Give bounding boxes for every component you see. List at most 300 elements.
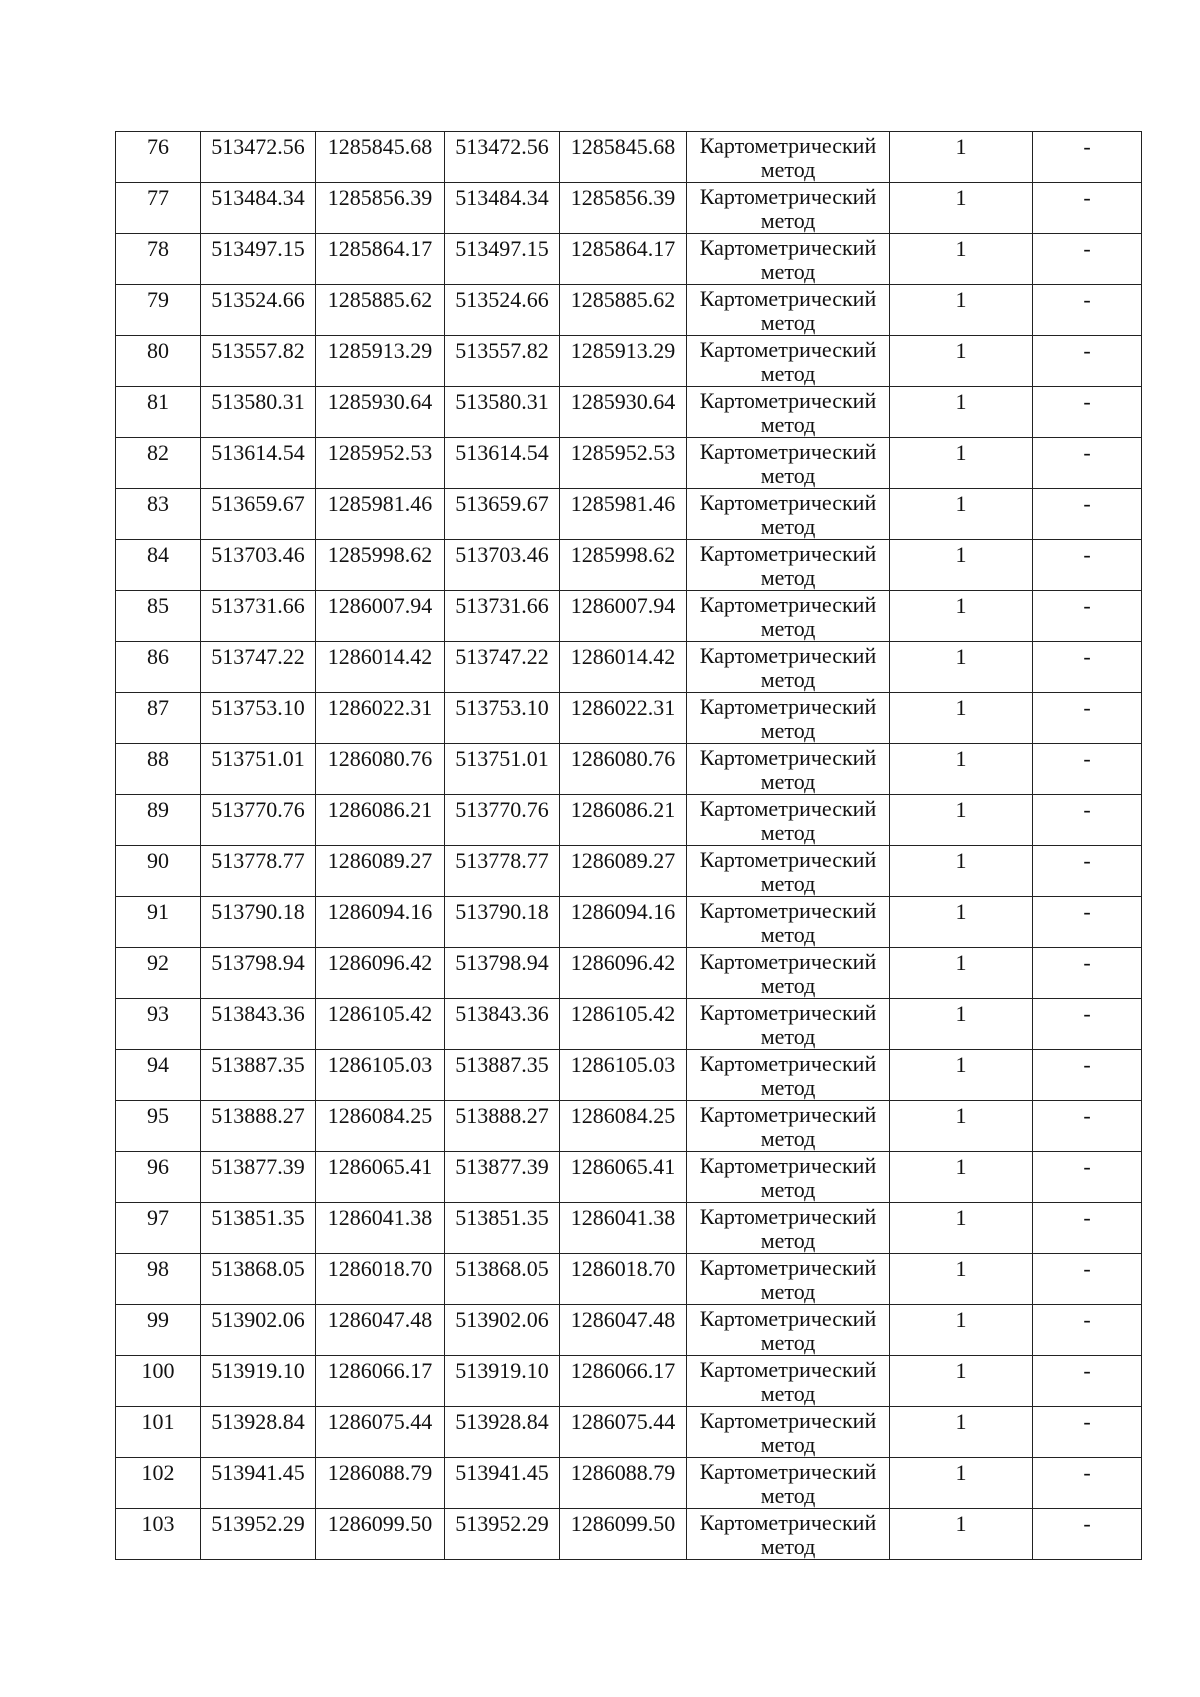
accuracy-cell-text: 1	[955, 1001, 967, 1026]
existing-x-cell-text: 513877.39	[211, 1154, 305, 1179]
note-cell-text: -	[1083, 1103, 1091, 1128]
refined-x-cell-text: 513497.15	[455, 236, 549, 261]
existing-y-cell	[316, 999, 445, 1050]
table-row	[116, 1101, 1142, 1152]
note-cell-text: -	[1083, 440, 1091, 465]
note-cell	[1033, 948, 1142, 999]
method-text-line2: метод	[760, 820, 816, 845]
method-text-line1: Картометрический	[699, 286, 877, 311]
accuracy-cell-text: 1	[955, 746, 967, 771]
method-text-line2: метод	[760, 1228, 816, 1253]
existing-x-cell	[201, 897, 316, 948]
note-cell-text: -	[1083, 1052, 1091, 1077]
existing-y-cell-text: 1286041.38	[327, 1205, 433, 1230]
accuracy-cell-text: 1	[955, 1460, 967, 1485]
point-number-cell-text: 100	[141, 1358, 175, 1383]
refined-y-cell-text: 1286047.48	[570, 1307, 676, 1332]
accuracy-cell	[890, 1152, 1033, 1203]
method-text-line1: Картометрический	[699, 184, 877, 209]
existing-x-cell-text: 513703.46	[211, 542, 305, 567]
refined-x-cell-text: 513843.36	[455, 1001, 549, 1026]
existing-x-cell-text: 513484.34	[211, 185, 305, 210]
note-cell	[1033, 285, 1142, 336]
method-text-line2: метод	[760, 667, 816, 692]
refined-y-cell	[560, 336, 687, 387]
method-text-line2: метод	[760, 922, 816, 947]
existing-x-cell	[201, 1356, 316, 1407]
refined-y-cell	[560, 1152, 687, 1203]
accuracy-cell	[890, 1509, 1033, 1560]
refined-x-cell	[445, 1203, 560, 1254]
existing-x-cell-text: 513751.01	[211, 746, 305, 771]
existing-y-cell	[316, 1305, 445, 1356]
method-text-line1: Картометрический	[699, 235, 877, 260]
refined-x-cell	[445, 948, 560, 999]
method-text-line1: Картометрический	[699, 541, 877, 566]
refined-x-cell	[445, 999, 560, 1050]
refined-y-cell-text: 1286088.79	[570, 1460, 676, 1485]
method-text-line1: Картометрический	[699, 694, 877, 719]
refined-x-cell	[445, 183, 560, 234]
accuracy-cell-text: 1	[955, 899, 967, 924]
refined-x-cell	[445, 1356, 560, 1407]
note-cell-text: -	[1083, 542, 1091, 567]
accuracy-cell-text: 1	[955, 389, 967, 414]
refined-y-cell-text: 1286080.76	[570, 746, 676, 771]
accuracy-cell	[890, 1050, 1033, 1101]
refined-x-cell-text: 513770.76	[455, 797, 549, 822]
method-cell	[687, 540, 890, 591]
existing-y-cell	[316, 948, 445, 999]
existing-x-cell	[201, 999, 316, 1050]
method-text-line1: Картометрический	[699, 643, 877, 668]
accuracy-cell-text: 1	[955, 848, 967, 873]
existing-y-cell-text: 1286047.48	[327, 1307, 433, 1332]
existing-y-cell	[316, 489, 445, 540]
method-text-line2: метод	[760, 769, 816, 794]
refined-y-cell-text: 1286022.31	[570, 695, 676, 720]
table-row	[116, 183, 1142, 234]
refined-y-cell-text: 1286099.50	[570, 1511, 676, 1536]
refined-y-cell-text: 1286065.41	[570, 1154, 676, 1179]
point-number-cell	[116, 438, 201, 489]
table-row	[116, 285, 1142, 336]
existing-x-cell	[201, 591, 316, 642]
accuracy-cell-text: 1	[955, 797, 967, 822]
accuracy-cell	[890, 1305, 1033, 1356]
existing-x-cell	[201, 285, 316, 336]
accuracy-cell	[890, 948, 1033, 999]
refined-y-cell-text: 1286066.17	[570, 1358, 676, 1383]
method-text-line2: метод	[760, 616, 816, 641]
refined-x-cell	[445, 795, 560, 846]
refined-y-cell	[560, 1305, 687, 1356]
existing-y-cell-text: 1286084.25	[327, 1103, 433, 1128]
table-row	[116, 438, 1142, 489]
method-text-line1: Картометрический	[699, 1255, 877, 1280]
refined-y-cell-text: 1285864.17	[570, 236, 676, 261]
existing-x-cell-text: 513524.66	[211, 287, 305, 312]
accuracy-cell	[890, 1407, 1033, 1458]
note-cell-text: -	[1083, 236, 1091, 261]
table-row	[116, 1407, 1142, 1458]
method-text-line1: Картометрический	[699, 337, 877, 362]
method-text-line1: Картометрический	[699, 1102, 877, 1127]
refined-x-cell-text: 513731.66	[455, 593, 549, 618]
point-number-cell	[116, 642, 201, 693]
accuracy-cell-text: 1	[955, 1358, 967, 1383]
refined-y-cell-text: 1285930.64	[570, 389, 676, 414]
existing-x-cell-text: 513843.36	[211, 1001, 305, 1026]
method-cell	[687, 999, 890, 1050]
existing-x-cell-text: 513472.56	[211, 134, 305, 159]
refined-x-cell-text: 513887.35	[455, 1052, 549, 1077]
existing-x-cell	[201, 132, 316, 183]
method-text-line2: метод	[760, 1177, 816, 1202]
point-number-cell-text: 84	[147, 542, 169, 567]
existing-x-cell	[201, 1152, 316, 1203]
method-cell	[687, 1152, 890, 1203]
existing-x-cell	[201, 1101, 316, 1152]
method-text-line2: метод	[760, 310, 816, 335]
method-text-line1: Картометрический	[699, 1153, 877, 1178]
method-cell	[687, 1356, 890, 1407]
point-number-cell-text: 98	[147, 1256, 169, 1281]
existing-y-cell	[316, 285, 445, 336]
refined-x-cell-text: 513580.31	[455, 389, 549, 414]
existing-y-cell-text: 1286099.50	[327, 1511, 433, 1536]
refined-x-cell	[445, 591, 560, 642]
refined-x-cell-text: 513753.10	[455, 695, 549, 720]
refined-y-cell	[560, 846, 687, 897]
note-cell	[1033, 336, 1142, 387]
existing-x-cell	[201, 1509, 316, 1560]
method-cell	[687, 693, 890, 744]
existing-x-cell-text: 513580.31	[211, 389, 305, 414]
table-row	[116, 744, 1142, 795]
existing-x-cell-text: 513851.35	[211, 1205, 305, 1230]
point-number-cell-text: 78	[147, 236, 169, 261]
method-text-line2: метод	[760, 1330, 816, 1355]
note-cell-text: -	[1083, 950, 1091, 975]
existing-y-cell-text: 1286018.70	[327, 1256, 433, 1281]
accuracy-cell	[890, 1203, 1033, 1254]
existing-x-cell	[201, 183, 316, 234]
note-cell-text: -	[1083, 593, 1091, 618]
refined-x-cell-text: 513888.27	[455, 1103, 549, 1128]
note-cell-text: -	[1083, 1409, 1091, 1434]
method-text-line1: Картометрический	[699, 1204, 877, 1229]
point-number-cell-text: 83	[147, 491, 169, 516]
accuracy-cell	[890, 744, 1033, 795]
refined-x-cell-text: 513472.56	[455, 134, 549, 159]
refined-x-cell-text: 513902.06	[455, 1307, 549, 1332]
point-number-cell	[116, 1407, 201, 1458]
accuracy-cell-text: 1	[955, 1409, 967, 1434]
refined-x-cell-text: 513798.94	[455, 950, 549, 975]
accuracy-cell	[890, 285, 1033, 336]
note-cell-text: -	[1083, 899, 1091, 924]
existing-x-cell-text: 513941.45	[211, 1460, 305, 1485]
refined-x-cell-text: 513790.18	[455, 899, 549, 924]
point-number-cell-text: 80	[147, 338, 169, 363]
point-number-cell-text: 81	[147, 389, 169, 414]
accuracy-cell-text: 1	[955, 1154, 967, 1179]
refined-y-cell	[560, 591, 687, 642]
existing-y-cell-text: 1285856.39	[327, 185, 433, 210]
method-cell	[687, 1509, 890, 1560]
point-number-cell-text: 86	[147, 644, 169, 669]
refined-x-cell-text: 513778.77	[455, 848, 549, 873]
existing-y-cell-text: 1286094.16	[327, 899, 433, 924]
refined-x-cell	[445, 1305, 560, 1356]
point-number-cell-text: 85	[147, 593, 169, 618]
coordinates-table	[115, 131, 1142, 1560]
accuracy-cell-text: 1	[955, 440, 967, 465]
existing-y-cell	[316, 897, 445, 948]
existing-y-cell-text: 1285930.64	[327, 389, 433, 414]
method-text-line1: Картометрический	[699, 847, 877, 872]
accuracy-cell-text: 1	[955, 950, 967, 975]
accuracy-cell	[890, 1254, 1033, 1305]
method-text-line2: метод	[760, 718, 816, 743]
existing-y-cell	[316, 1356, 445, 1407]
accuracy-cell	[890, 591, 1033, 642]
table-row	[116, 1203, 1142, 1254]
refined-y-cell-text: 1286084.25	[570, 1103, 676, 1128]
existing-y-cell-text: 1286086.21	[327, 797, 433, 822]
table-row	[116, 132, 1142, 183]
refined-y-cell-text: 1286094.16	[570, 899, 676, 924]
existing-y-cell	[316, 1152, 445, 1203]
point-number-cell-text: 91	[147, 899, 169, 924]
table-row	[116, 1050, 1142, 1101]
method-text-line1: Картометрический	[699, 1357, 877, 1382]
accuracy-cell	[890, 846, 1033, 897]
method-text-line1: Картометрический	[699, 388, 877, 413]
method-text-line2: метод	[760, 361, 816, 386]
refined-y-cell	[560, 1254, 687, 1305]
method-cell	[687, 591, 890, 642]
existing-y-cell	[316, 234, 445, 285]
point-number-cell	[116, 795, 201, 846]
existing-x-cell-text: 513731.66	[211, 593, 305, 618]
refined-x-cell	[445, 1458, 560, 1509]
accuracy-cell-text: 1	[955, 1256, 967, 1281]
accuracy-cell	[890, 1356, 1033, 1407]
note-cell-text: -	[1083, 491, 1091, 516]
point-number-cell-text: 101	[141, 1409, 175, 1434]
existing-y-cell	[316, 1407, 445, 1458]
existing-x-cell	[201, 336, 316, 387]
method-cell	[687, 285, 890, 336]
note-cell-text: -	[1083, 848, 1091, 873]
existing-y-cell-text: 1286066.17	[327, 1358, 433, 1383]
existing-y-cell-text: 1285845.68	[327, 134, 433, 159]
point-number-cell	[116, 285, 201, 336]
point-number-cell-text: 87	[147, 695, 169, 720]
refined-x-cell-text: 513851.35	[455, 1205, 549, 1230]
existing-y-cell	[316, 438, 445, 489]
accuracy-cell-text: 1	[955, 287, 967, 312]
existing-y-cell	[316, 183, 445, 234]
note-cell	[1033, 540, 1142, 591]
refined-x-cell-text: 513524.66	[455, 287, 549, 312]
existing-x-cell-text: 513747.22	[211, 644, 305, 669]
method-cell	[687, 948, 890, 999]
note-cell-text: -	[1083, 338, 1091, 363]
method-text-line1: Картометрический	[699, 1306, 877, 1331]
existing-x-cell-text: 513868.05	[211, 1256, 305, 1281]
refined-y-cell	[560, 1509, 687, 1560]
table-row	[116, 1356, 1142, 1407]
refined-y-cell-text: 1286096.42	[570, 950, 676, 975]
note-cell	[1033, 999, 1142, 1050]
point-number-cell	[116, 1152, 201, 1203]
table-row	[116, 540, 1142, 591]
existing-x-cell-text: 513790.18	[211, 899, 305, 924]
note-cell	[1033, 897, 1142, 948]
refined-y-cell	[560, 489, 687, 540]
point-number-cell-text: 90	[147, 848, 169, 873]
method-text-line1: Картометрический	[699, 490, 877, 515]
method-text-line2: метод	[760, 208, 816, 233]
table-body	[116, 132, 1142, 1560]
point-number-cell-text: 99	[147, 1307, 169, 1332]
refined-y-cell	[560, 1458, 687, 1509]
existing-x-cell-text: 513770.76	[211, 797, 305, 822]
existing-y-cell-text: 1286007.94	[327, 593, 433, 618]
method-cell	[687, 1458, 890, 1509]
method-cell	[687, 897, 890, 948]
note-cell	[1033, 846, 1142, 897]
refined-x-cell-text: 513484.34	[455, 185, 549, 210]
note-cell	[1033, 132, 1142, 183]
method-text-line1: Картометрический	[699, 1510, 877, 1535]
note-cell-text: -	[1083, 134, 1091, 159]
point-number-cell	[116, 1458, 201, 1509]
refined-x-cell	[445, 336, 560, 387]
existing-x-cell-text: 513497.15	[211, 236, 305, 261]
existing-y-cell	[316, 642, 445, 693]
refined-x-cell-text: 513928.84	[455, 1409, 549, 1434]
existing-y-cell-text: 1286022.31	[327, 695, 433, 720]
point-number-cell-text: 95	[147, 1103, 169, 1128]
refined-y-cell	[560, 948, 687, 999]
note-cell-text: -	[1083, 1460, 1091, 1485]
existing-x-cell	[201, 1254, 316, 1305]
note-cell-text: -	[1083, 389, 1091, 414]
existing-x-cell-text: 513928.84	[211, 1409, 305, 1434]
refined-x-cell-text: 513614.54	[455, 440, 549, 465]
existing-y-cell	[316, 795, 445, 846]
existing-y-cell	[316, 132, 445, 183]
existing-x-cell-text: 513753.10	[211, 695, 305, 720]
existing-x-cell-text: 513778.77	[211, 848, 305, 873]
existing-y-cell-text: 1286105.03	[327, 1052, 433, 1077]
refined-x-cell-text: 513659.67	[455, 491, 549, 516]
refined-y-cell-text: 1285845.68	[570, 134, 676, 159]
point-number-cell-text: 79	[147, 287, 169, 312]
refined-y-cell-text: 1285885.62	[570, 287, 676, 312]
refined-y-cell-text: 1286014.42	[570, 644, 676, 669]
refined-x-cell-text: 513557.82	[455, 338, 549, 363]
refined-x-cell-text: 513751.01	[455, 746, 549, 771]
point-number-cell-text: 93	[147, 1001, 169, 1026]
method-text-line2: метод	[760, 1024, 816, 1049]
existing-y-cell-text: 1285981.46	[327, 491, 433, 516]
accuracy-cell-text: 1	[955, 338, 967, 363]
refined-y-cell-text: 1286041.38	[570, 1205, 676, 1230]
method-text-line2: метод	[760, 1381, 816, 1406]
refined-y-cell-text: 1286018.70	[570, 1256, 676, 1281]
note-cell	[1033, 693, 1142, 744]
existing-x-cell-text: 513919.10	[211, 1358, 305, 1383]
existing-x-cell-text: 513888.27	[211, 1103, 305, 1128]
refined-x-cell	[445, 1101, 560, 1152]
note-cell	[1033, 489, 1142, 540]
point-number-cell-text: 94	[147, 1052, 169, 1077]
note-cell	[1033, 1101, 1142, 1152]
point-number-cell	[116, 897, 201, 948]
refined-y-cell	[560, 1407, 687, 1458]
refined-x-cell-text: 513703.46	[455, 542, 549, 567]
method-text-line1: Картометрический	[699, 439, 877, 464]
note-cell-text: -	[1083, 1358, 1091, 1383]
refined-x-cell	[445, 846, 560, 897]
method-cell	[687, 795, 890, 846]
existing-y-cell	[316, 387, 445, 438]
table-row	[116, 642, 1142, 693]
point-number-cell-text: 82	[147, 440, 169, 465]
note-cell	[1033, 183, 1142, 234]
note-cell-text: -	[1083, 797, 1091, 822]
refined-x-cell	[445, 132, 560, 183]
method-cell	[687, 1254, 890, 1305]
refined-y-cell	[560, 999, 687, 1050]
point-number-cell	[116, 234, 201, 285]
point-number-cell-text: 89	[147, 797, 169, 822]
table-row	[116, 1254, 1142, 1305]
existing-x-cell	[201, 642, 316, 693]
refined-y-cell-text: 1286105.03	[570, 1052, 676, 1077]
note-cell	[1033, 1050, 1142, 1101]
table-row	[116, 489, 1142, 540]
note-cell-text: -	[1083, 1154, 1091, 1179]
refined-y-cell-text: 1285856.39	[570, 185, 676, 210]
note-cell	[1033, 1458, 1142, 1509]
table-row	[116, 1152, 1142, 1203]
point-number-cell	[116, 591, 201, 642]
method-cell	[687, 387, 890, 438]
refined-y-cell	[560, 1101, 687, 1152]
existing-x-cell-text: 513902.06	[211, 1307, 305, 1332]
accuracy-cell-text: 1	[955, 644, 967, 669]
table-row	[116, 1305, 1142, 1356]
point-number-cell-text: 76	[147, 134, 169, 159]
document-page	[115, 131, 1141, 1560]
table-row	[116, 846, 1142, 897]
table-row	[116, 591, 1142, 642]
refined-y-cell	[560, 234, 687, 285]
existing-x-cell	[201, 1203, 316, 1254]
point-number-cell-text: 102	[141, 1460, 175, 1485]
note-cell	[1033, 1152, 1142, 1203]
refined-x-cell	[445, 234, 560, 285]
accuracy-cell	[890, 132, 1033, 183]
existing-y-cell	[316, 1203, 445, 1254]
existing-x-cell	[201, 948, 316, 999]
